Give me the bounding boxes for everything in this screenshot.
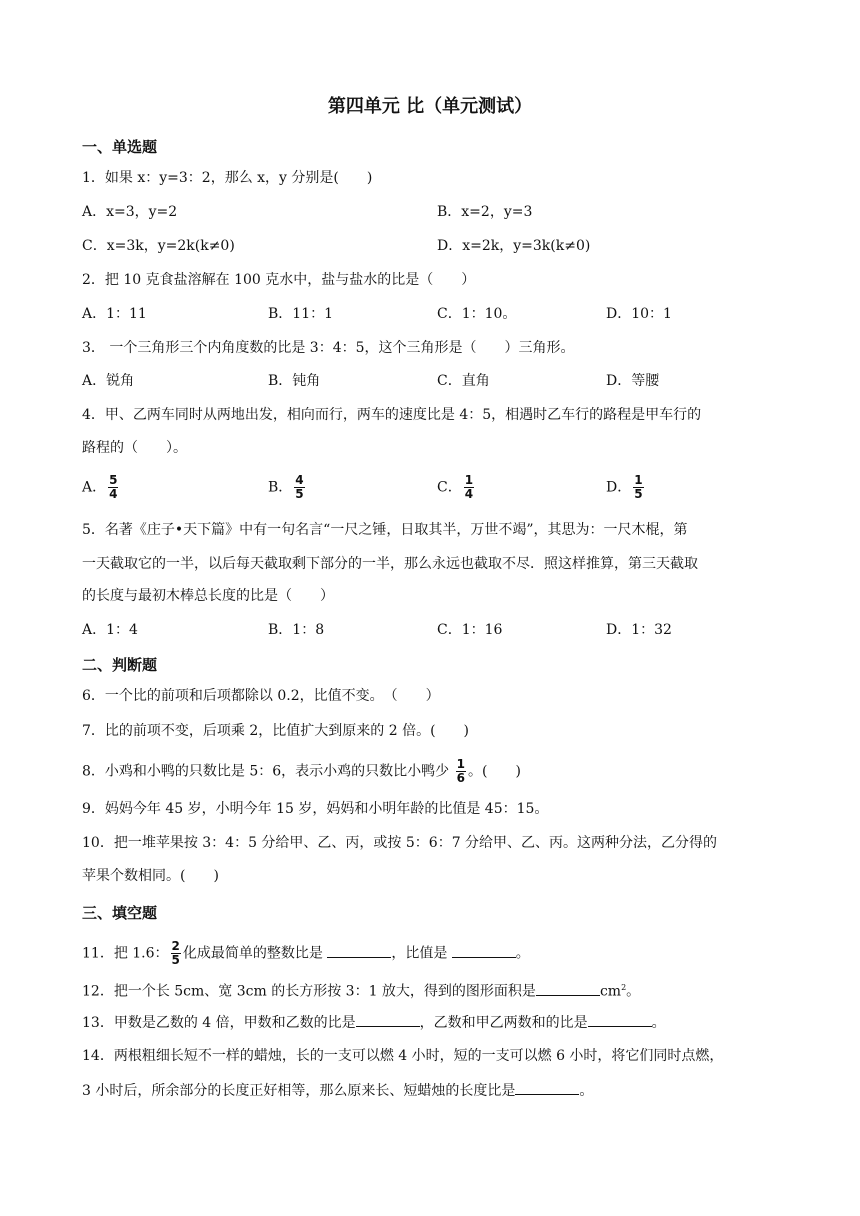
q1-option-b[interactable]: B．x=2，y=3 — [437, 204, 533, 220]
fraction: $\frac{5}{4}$ — [109, 473, 118, 501]
answer-blank[interactable] — [452, 943, 516, 958]
q2-option-b[interactable]: B．11：1 — [268, 306, 334, 322]
fraction: $\frac{1}{5}$ — [634, 473, 643, 501]
q4-option-a[interactable]: A． $\frac{5}{4}$ — [82, 473, 118, 501]
page-title: 第四单元 比（单元测试） — [327, 96, 533, 117]
q1-option-a[interactable]: A．x=3，y=2 — [82, 204, 178, 220]
question-4-line-2: 路程的（ ）。 — [82, 440, 187, 456]
question-10-line-2: 苹果个数相同。( ) — [82, 868, 219, 884]
question-4-line-1: 4．甲、乙两车同时从两地出发，相向而行，两车的速度比是 4：5，相遇时乙车行的路程是甲车行的 — [82, 407, 702, 423]
q4-option-c[interactable]: C． $\frac{1}{4}$ — [437, 473, 474, 501]
q5-option-d[interactable]: D．1：32 — [606, 622, 672, 638]
q3-option-c[interactable]: C．直角 — [437, 373, 490, 389]
question-5-line-2: 一天截取它的一半，以后每天截取剩下部分的一半，那么永远也截取不尽．照这样推算，第三天截取 — [82, 556, 698, 572]
section-true-false: 二、判断题 — [82, 656, 158, 674]
question-7: 7．比的前项不变，后项乘 2，比值扩大到原来的 2 倍。( ) — [82, 723, 469, 739]
q2-option-c[interactable]: C．1：10。 — [437, 306, 517, 322]
fraction: $\frac{4}{5}$ — [295, 473, 304, 501]
question-1: 1．如果 x：y=3：2，那么 x，y 分别是( ) — [82, 170, 373, 186]
answer-blank[interactable] — [536, 981, 600, 996]
answer-blank[interactable] — [515, 1080, 579, 1095]
question-13: 13．甲数是乙数的 4 倍，甲数和乙数的比是 ，乙数和甲乙两数和的比是 。 — [82, 1012, 666, 1033]
question-8: 8．小鸡和小鸭的只数比是 5：6，表示小鸡的只数比小鸭少 $\frac{1}{6}$ 。( ) — [82, 757, 521, 785]
q3-option-b[interactable]: B．钝角 — [268, 373, 321, 389]
q3-option-d[interactable]: D．等腰 — [606, 373, 660, 389]
answer-blank[interactable] — [588, 1012, 652, 1027]
q4-option-d[interactable]: D． $\frac{1}{5}$ — [606, 473, 643, 501]
question-9: 9．妈妈今年 45 岁，小明今年 15 岁，妈妈和小明年龄的比值是 45：15。 — [82, 801, 549, 817]
answer-blank[interactable] — [327, 943, 391, 958]
fraction: $\frac{2}{5}$ — [171, 939, 180, 967]
q1-option-c[interactable]: C．x=3k，y=2k(k≠0) — [82, 238, 235, 254]
q3-option-a[interactable]: A．锐角 — [82, 373, 135, 389]
section-fill-blank: 三、填空题 — [82, 904, 158, 922]
question-14-line-2: 3 小时后，所余部分的长度正好相等，那么原来长、短蜡烛的长度比是 。 — [82, 1080, 593, 1101]
question-6: 6．一个比的前项和后项都除以 0.2，比值不变。 （ ） — [82, 688, 440, 704]
q5-option-c[interactable]: C．1：16 — [437, 622, 503, 638]
q2-option-d[interactable]: D．10：1 — [606, 306, 672, 322]
question-10-line-1: 10．把一堆苹果按 3：4：5 分给甲、乙、丙，或按 5：6：7 分给甲、乙、丙。这两种分法，乙分得的 — [82, 835, 718, 851]
q2-option-a[interactable]: A．1：11 — [82, 306, 147, 322]
question-5-line-3: 的长度与最初木棒总长度的比是（ ） — [82, 588, 334, 604]
question-11: 11．把 1.6： $\frac{2}{5}$ 化成最简单的整数比是 ，比值是 。 — [82, 939, 530, 967]
question-2: 2．把 10 克食盐溶解在 100 克水中，盐与盐水的比是（ ） — [82, 272, 476, 288]
fraction: $\frac{1}{6}$ — [456, 757, 465, 785]
question-12: 12．把一个长 5cm、宽 3cm 的长方形按 3：1 放大，得到的图形面积是 $cm^2$。 — [82, 978, 640, 1002]
fraction: $\frac{1}{4}$ — [464, 473, 474, 501]
q1-option-d[interactable]: D．x=2k，y=3k(k≠0) — [437, 238, 591, 254]
q5-option-b[interactable]: B．1：8 — [268, 622, 325, 638]
section-single-choice: 一、单选题 — [82, 138, 158, 156]
q5-option-a[interactable]: A．1：4 — [82, 622, 138, 638]
q4-option-b[interactable]: B． $\frac{4}{5}$ — [268, 473, 304, 501]
answer-blank[interactable] — [356, 1012, 420, 1027]
question-14-line-1: 14．两根粗细长短不一样的蜡烛，长的一支可以燃 4 小时，短的一支可以燃 6 小时，将它们同时点燃， — [82, 1048, 724, 1064]
question-5-line-1: 5．名著《庄子•天下篇》中有一句名言“一尺之锤，日取其半，万世不竭”，其思为：一尺木棍，第 — [82, 522, 688, 538]
question-3: 3． 一个三角形三个内角度数的比是 3：4：5，这个三角形是（ ）三角形。 — [82, 340, 575, 356]
